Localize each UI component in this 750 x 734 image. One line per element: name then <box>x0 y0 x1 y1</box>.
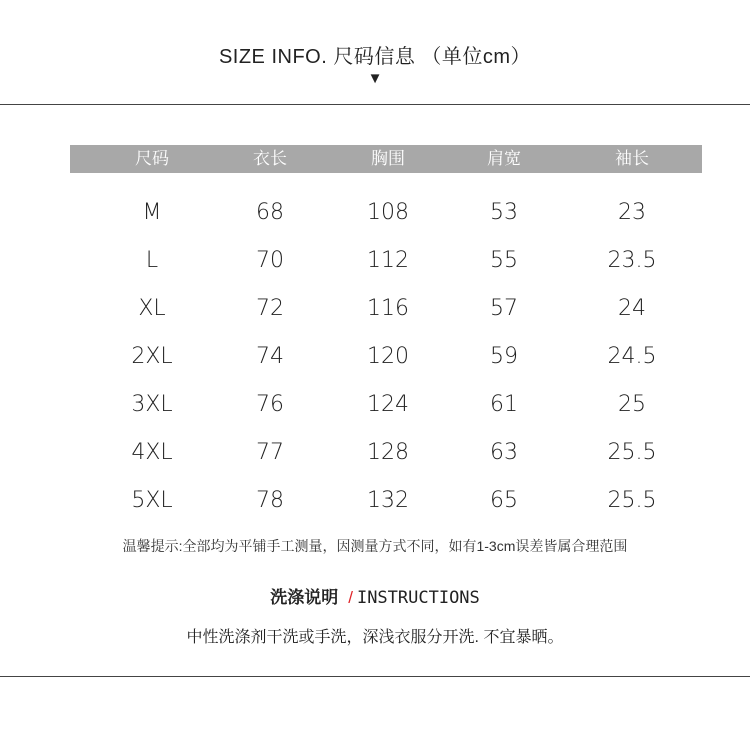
cell-sleeve: 25 <box>618 392 646 417</box>
cell-size: 4XL <box>131 440 173 465</box>
cell-shoulder: 65 <box>490 488 518 513</box>
cell-size: XL <box>138 296 166 321</box>
cell-sleeve: 25.5 <box>607 488 657 513</box>
column-header-size: 尺码 <box>135 149 169 168</box>
wash-title-en: INSTRUCTIONS <box>356 588 480 608</box>
table-row <box>70 246 702 276</box>
cell-length: 68 <box>256 200 284 225</box>
cell-chest: 112 <box>367 248 409 273</box>
cell-length: 77 <box>256 440 284 465</box>
cell-chest: 108 <box>367 200 409 225</box>
cell-sleeve: 25.5 <box>607 440 657 465</box>
column-header-length: 衣长 <box>253 149 287 168</box>
bottom-divider <box>0 676 750 677</box>
table-row <box>70 294 702 324</box>
cell-size: M <box>142 200 162 225</box>
size-table-header <box>70 145 702 173</box>
wash-title-cn: 洗涤说明 <box>270 588 339 607</box>
cell-chest: 120 <box>367 344 409 369</box>
top-divider <box>0 104 750 105</box>
cell-chest: 132 <box>367 488 409 513</box>
cell-shoulder: 57 <box>490 296 518 321</box>
cell-size: 5XL <box>131 488 173 513</box>
table-row <box>70 438 702 468</box>
cell-chest: 124 <box>367 392 409 417</box>
table-row <box>70 390 702 420</box>
cell-sleeve: 23 <box>618 200 646 225</box>
cell-size: 2XL <box>131 344 173 369</box>
cell-shoulder: 63 <box>490 440 518 465</box>
cell-shoulder: 61 <box>490 392 518 417</box>
cell-chest: 128 <box>367 440 409 465</box>
wash-title-slash: / <box>348 588 353 607</box>
measurement-note: 温馨提示:全部均为平铺手工测量，因测量方式不同，如有1-3cm误差皆属合理范围 <box>122 538 628 554</box>
column-header-chest: 胸围 <box>371 149 405 168</box>
table-row <box>70 198 702 228</box>
cell-length: 70 <box>256 248 284 273</box>
down-arrow-icon: ▼ <box>367 70 383 87</box>
cell-size: 3XL <box>131 392 173 417</box>
cell-length: 76 <box>256 392 284 417</box>
column-header-sleeve: 袖长 <box>615 149 649 168</box>
cell-sleeve: 24 <box>618 296 646 321</box>
cell-length: 74 <box>256 344 284 369</box>
cell-length: 78 <box>256 488 284 513</box>
wash-instructions-title <box>0 583 750 608</box>
cell-shoulder: 53 <box>490 200 518 225</box>
cell-sleeve: 24.5 <box>607 344 657 369</box>
cell-shoulder: 55 <box>490 248 518 273</box>
page-title: SIZE INFO. 尺码信息 （单位cm） <box>218 46 532 68</box>
cell-size: L <box>145 248 159 273</box>
table-row <box>70 486 702 516</box>
column-header-shoulder: 肩宽 <box>487 149 521 168</box>
cell-shoulder: 59 <box>490 344 518 369</box>
cell-length: 72 <box>256 296 284 321</box>
table-row <box>70 342 702 372</box>
cell-chest: 116 <box>367 296 409 321</box>
wash-instructions-body: 中性洗涤剂干洗或手洗，深浅衣服分开洗. 不宜暴晒。 <box>186 629 564 646</box>
cell-sleeve: 23.5 <box>607 248 657 273</box>
